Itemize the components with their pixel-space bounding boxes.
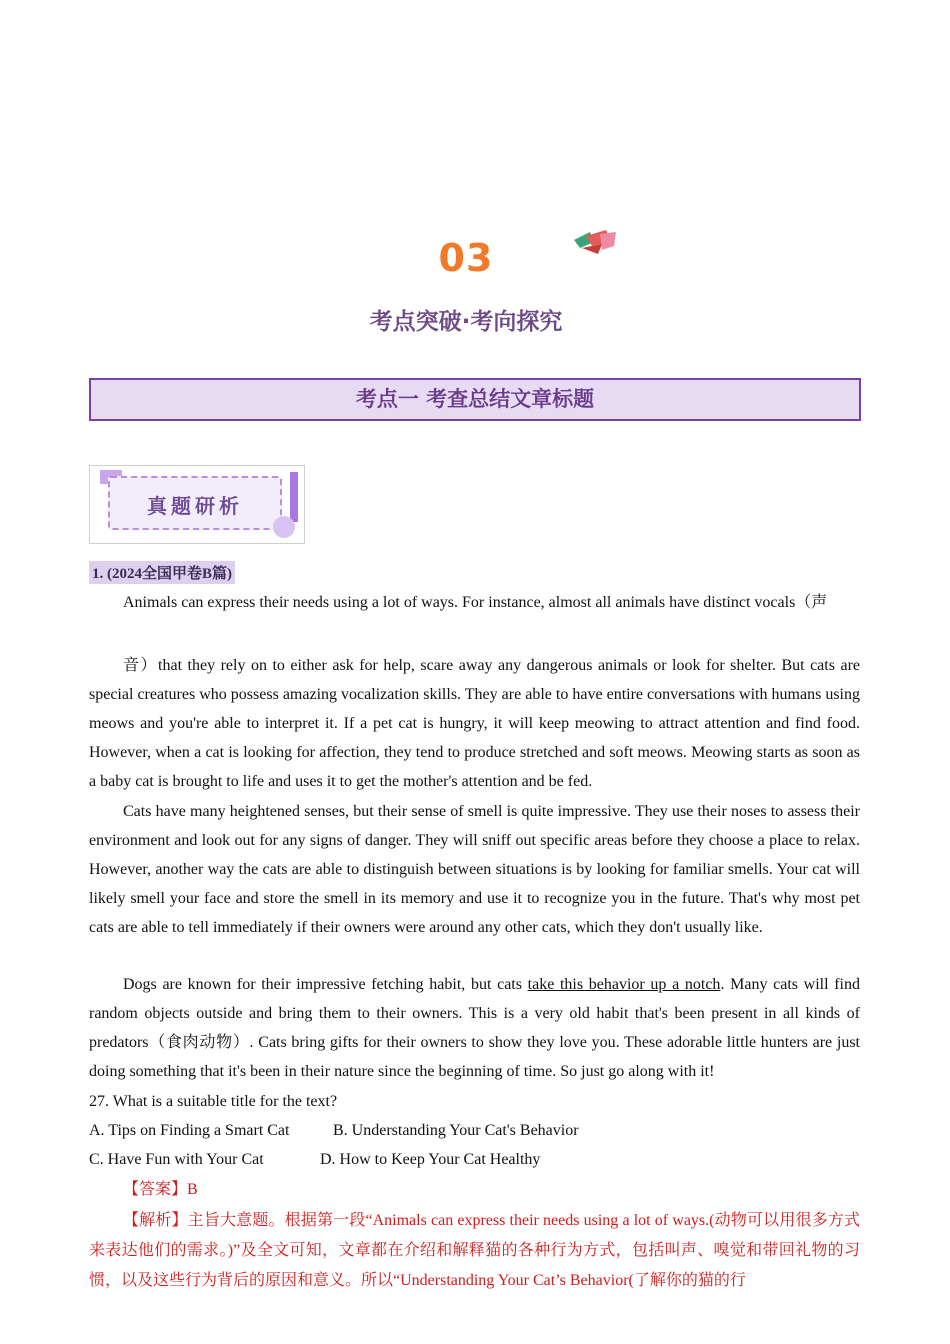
answer: 【答案】B [123,1181,198,1198]
question-source: 1. (2024全国甲卷B篇) [89,561,235,584]
option-a: A. Tips on Finding a Smart Cat [89,1122,290,1139]
options-row-1 [89,1116,860,1145]
decorative-ribbon-icon [572,228,618,258]
paragraph-3-text-before: Dogs are known for their impressive fetching habit, but cats [123,976,528,993]
option-c: C. Have Fun with Your Cat [89,1151,264,1168]
badge-real-exam [89,465,305,544]
passage-paragraph-1-first-line: Animals can express their needs using a lot of ways. For instance, almost all animals have distinct vocals（声 [123,594,828,611]
badge-label: 真题研析 [147,494,243,518]
underlined-phrase: take this behavior up a notch [527,976,721,993]
section-number: 03 [438,236,494,280]
passage-paragraph-3 [89,970,860,1086]
analysis: 【解析】主旨大意题。根据第一段“Animals can express their needs using a lot of ways.(动物可以用很多方式来表达他们的需求。)”及全文可知，文章都在介绍和解释猫的各种行为方式，包括叫声、嗅觉和带回礼物的习惯，以及这些行为背后的原因和意义。所以“Understanding Your Cat’s Behavior(了解你的猫的行 [89,1212,860,1289]
paragraph-3-text-after: . Many cats will find random objects outside and bring them to their owners. This is a very old habit that's been present in all kinds of predators（食肉动物）. Cats bring gifts for their owners to show they love you. These adorable little hunters are just doing something that it's been in their nature since the beginning of time. So just go along with it! [89,976,861,1080]
passage-paragraph-1-rest: 音）that they rely on to either ask for help, scare away any dangerous animals or look for shelter. But cats are special creatures who possess amazing vocalization skills. They are able to have entire conversations with humans using meows and you're able to interpret it. If a pet cat is hungry, it will keep meowing to attract attention and find food. However, when a cat is looking for affection, they tend to produce stretched and soft meows. Meowing starts as soon as a baby cat is brought to life and uses it to get the mother's attention and be fed. [89,657,860,790]
option-d: D. How to Keep Your Cat Healthy [320,1151,541,1168]
topic-heading: 考点一 考查总结文章标题 [89,378,861,421]
option-b: B. Understanding Your Cat's Behavior [333,1122,579,1139]
question-stem: 27. What is a suitable title for the text? [89,1093,338,1110]
options-row-2 [89,1145,860,1174]
section-title: 考点突破·考向探究 [369,309,563,335]
badge-frame [108,476,282,530]
badge-side-bar [290,472,298,522]
badge-dot-decoration [273,516,295,538]
passage-paragraph-2: Cats have many heightened senses, but their sense of smell is quite impressive. They use their noses to assess their environment and look out for any signs of danger. They will sniff out specific areas before they choose a place to relax. However, another way the cats are able to distinguish between situations is by looking for familiar smells. Your cat will likely smell your face and store the smell in its memory and use it to recognize you in the future. That's why most pet cats are able to tell immediately if their owners were around any other cats, which they don't usually like. [89,803,860,936]
